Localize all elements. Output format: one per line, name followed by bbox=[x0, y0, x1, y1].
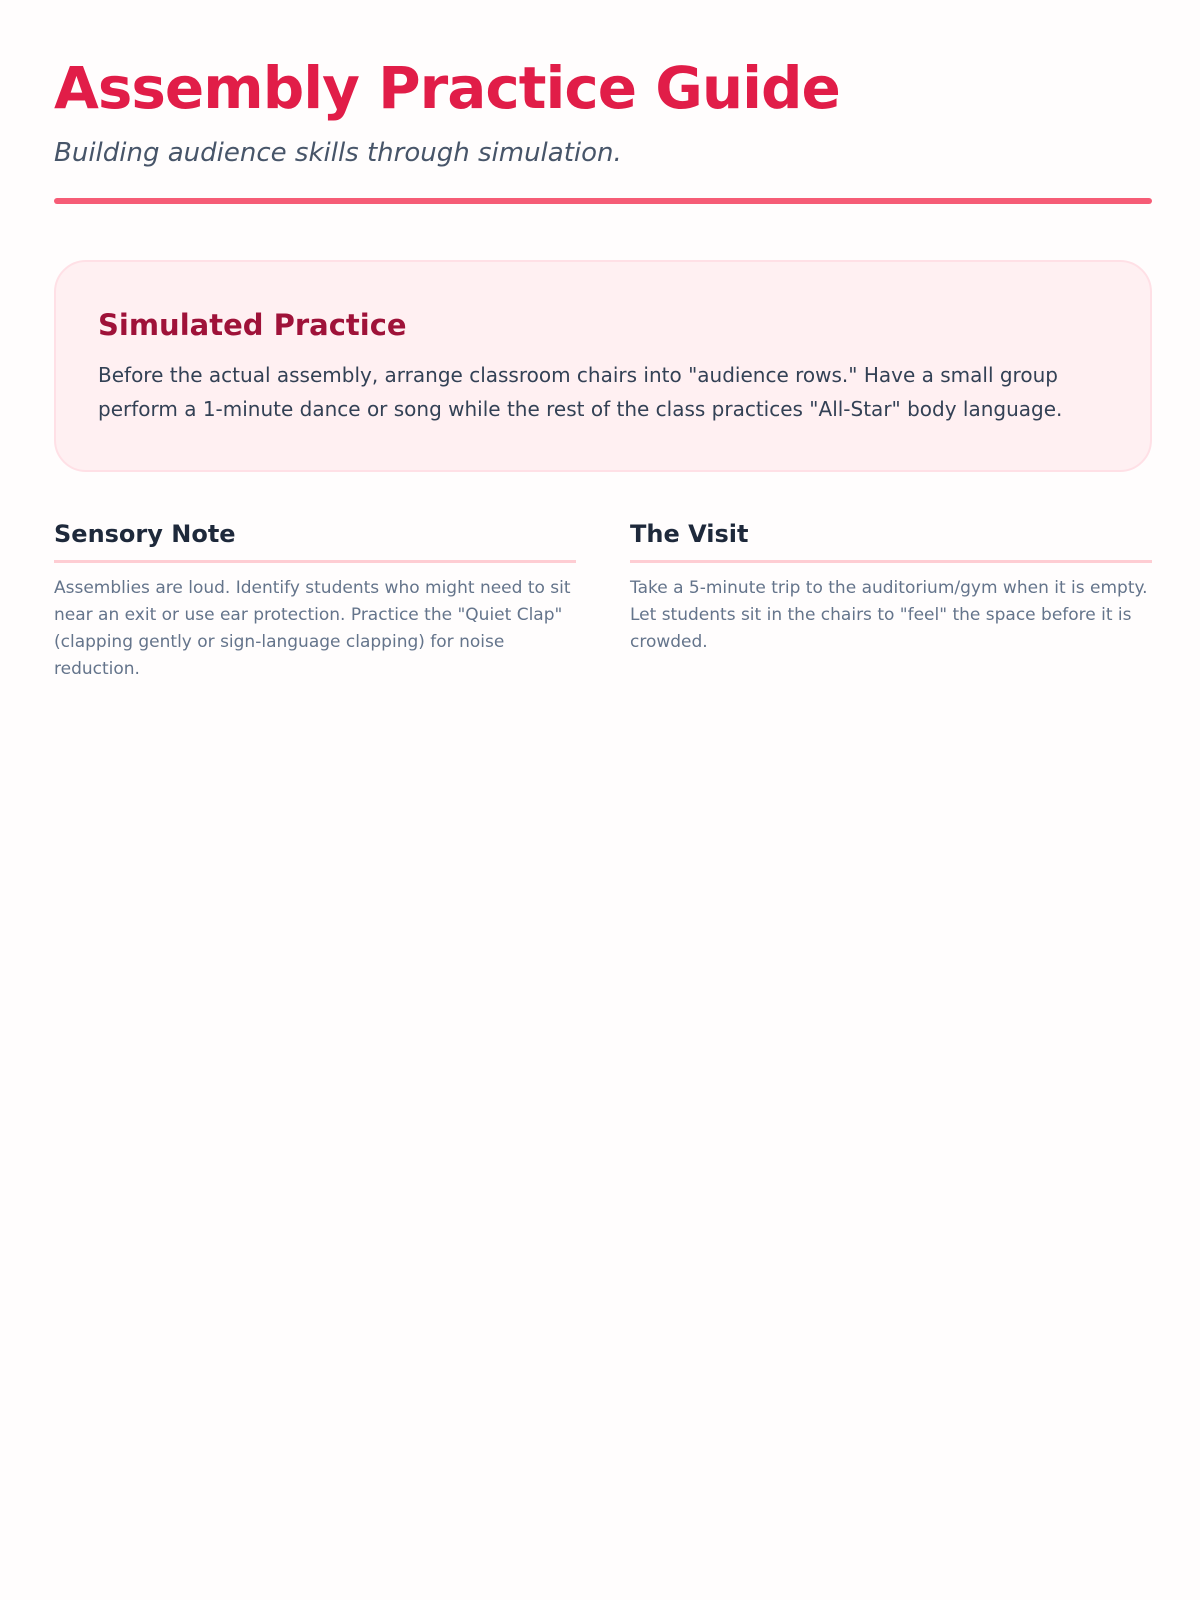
section-body: Take a 5-minute trip to the auditorium/gym when it is empty. Let students sit in the chairs to "feel" the space before it is crowded. bbox=[630, 578, 1148, 652]
section-heading: The Visit bbox=[630, 518, 1152, 563]
page-subtitle: Building audience skills through simulation. bbox=[54, 138, 622, 168]
the-visit-section bbox=[630, 518, 1152, 683]
callout-body: Before the actual assembly, arrange classroom chairs into "audience rows." Have a small group perform a 1-minute dance or song while the rest of the class practices "All-Star" body language. bbox=[98, 363, 1063, 421]
callout-heading: Simulated Practice bbox=[98, 308, 407, 342]
document-page bbox=[54, 0, 1152, 683]
page-title: Assembly Practice Guide bbox=[54, 54, 840, 122]
section-body: Assemblies are loud. Identify students who might need to sit near an exit or use ear protection. Practice the "Quiet Clap" (clapping gently or sign-language clapping) for noise reduction. bbox=[54, 578, 571, 679]
simulated-practice-callout bbox=[54, 260, 1152, 472]
section-heading: Sensory Note bbox=[54, 518, 576, 563]
title-divider bbox=[54, 198, 1152, 204]
info-columns bbox=[54, 518, 1152, 683]
sensory-note-section bbox=[54, 518, 576, 683]
